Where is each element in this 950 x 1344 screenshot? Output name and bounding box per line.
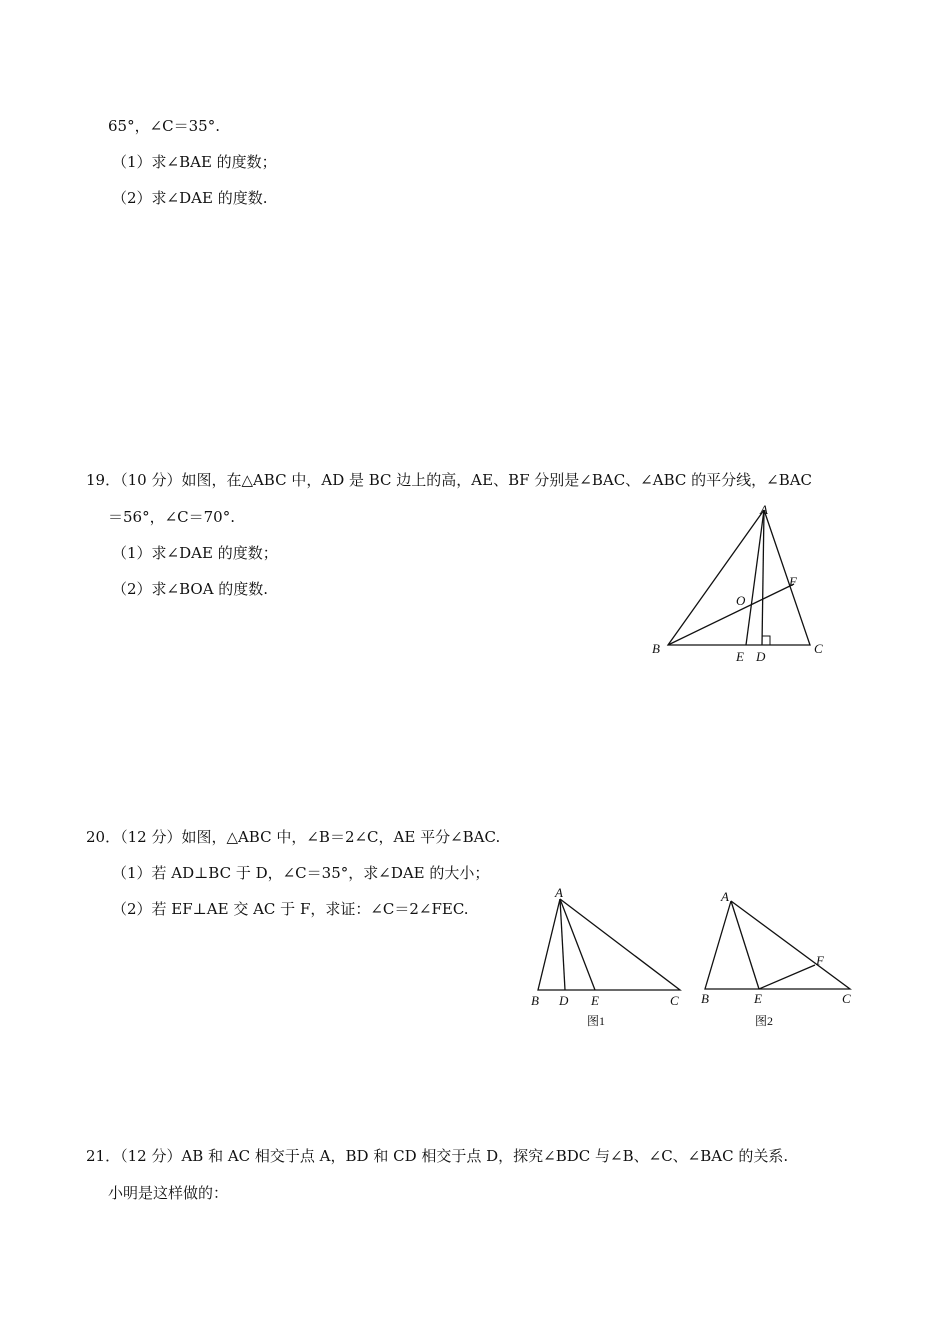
q19-label-F: F <box>789 574 797 589</box>
q18-part1: （1）求∠BAE 的度数； <box>112 153 277 171</box>
q19-stem-line2: ＝56°，∠C＝70°. <box>108 508 235 526</box>
q20-fig1-label-C: C <box>670 993 679 1008</box>
q20-fig2-caption: 图2 <box>755 1014 774 1028</box>
q18-continuation: 65°，∠C＝35°. <box>108 117 220 135</box>
q19-label-D: D <box>756 649 766 664</box>
q19-part2: （2）求∠BOA 的度数. <box>112 580 269 598</box>
q19-label-A: A <box>760 502 768 517</box>
q20-figure-1 <box>525 885 690 1035</box>
q20-fig2-label-C: C <box>842 991 851 1006</box>
q19-label-C: C <box>814 641 823 656</box>
q19-figure <box>640 500 840 670</box>
q19-bisector-AE <box>746 510 764 645</box>
q20-stem-line1: 20．（12 分）如图，△ABC 中，∠B＝2∠C，AE 平分∠BAC. <box>86 828 501 846</box>
q19-stem-line1: 19．（10 分）如图，在△ABC 中，AD 是 BC 边上的高，AE、BF 分别是∠BAC、∠ABC 的平分线，∠BAC <box>86 471 813 489</box>
q20-fig1-triangle <box>538 899 680 990</box>
q20-fig2-segment-EF <box>759 965 815 989</box>
q20-part1: （1）若 AD⊥BC 于 D，∠C＝35°，求∠DAE 的大小； <box>112 864 490 882</box>
q20-fig2-triangle <box>705 901 850 989</box>
q20-fig1-label-D: D <box>559 993 569 1008</box>
q21-stem-line1: 21．（12 分）AB 和 AC 相交于点 A，BD 和 CD 相交于点 D，探究∠BDC 与∠B、∠C、∠BAC 的关系. <box>86 1147 789 1165</box>
q18-part2: （2）求∠DAE 的度数. <box>112 189 268 207</box>
q20-part2: （2）若 EF⊥AE 交 AC 于 F，求证：∠C＝2∠FEC. <box>112 900 469 918</box>
q21-stem-line2: 小明是这样做的： <box>108 1184 229 1202</box>
q19-label-O: O <box>736 593 746 608</box>
q20-fig1-label-B: B <box>531 993 539 1008</box>
q20-fig2-label-E: E <box>754 991 762 1006</box>
q19-altitude-AD <box>762 510 764 645</box>
q20-fig1-label-A: A <box>555 885 563 900</box>
q19-part1: （1）求∠DAE 的度数； <box>112 544 278 562</box>
q20-fig2-bisector-AE <box>731 901 759 989</box>
q19-bisector-BF <box>668 584 794 645</box>
q20-fig2-label-A: A <box>721 889 729 904</box>
q19-right-angle-mark <box>762 636 770 645</box>
q20-fig2-label-F: F <box>816 953 824 968</box>
q20-figure-2 <box>695 885 865 1035</box>
q20-fig1-altitude-AD <box>560 899 565 990</box>
q19-label-B: B <box>652 641 660 656</box>
q19-label-E: E <box>736 649 744 664</box>
q20-fig1-caption: 图1 <box>587 1014 606 1028</box>
q20-fig2-label-B: B <box>701 991 709 1006</box>
q20-fig1-label-E: E <box>591 993 599 1008</box>
